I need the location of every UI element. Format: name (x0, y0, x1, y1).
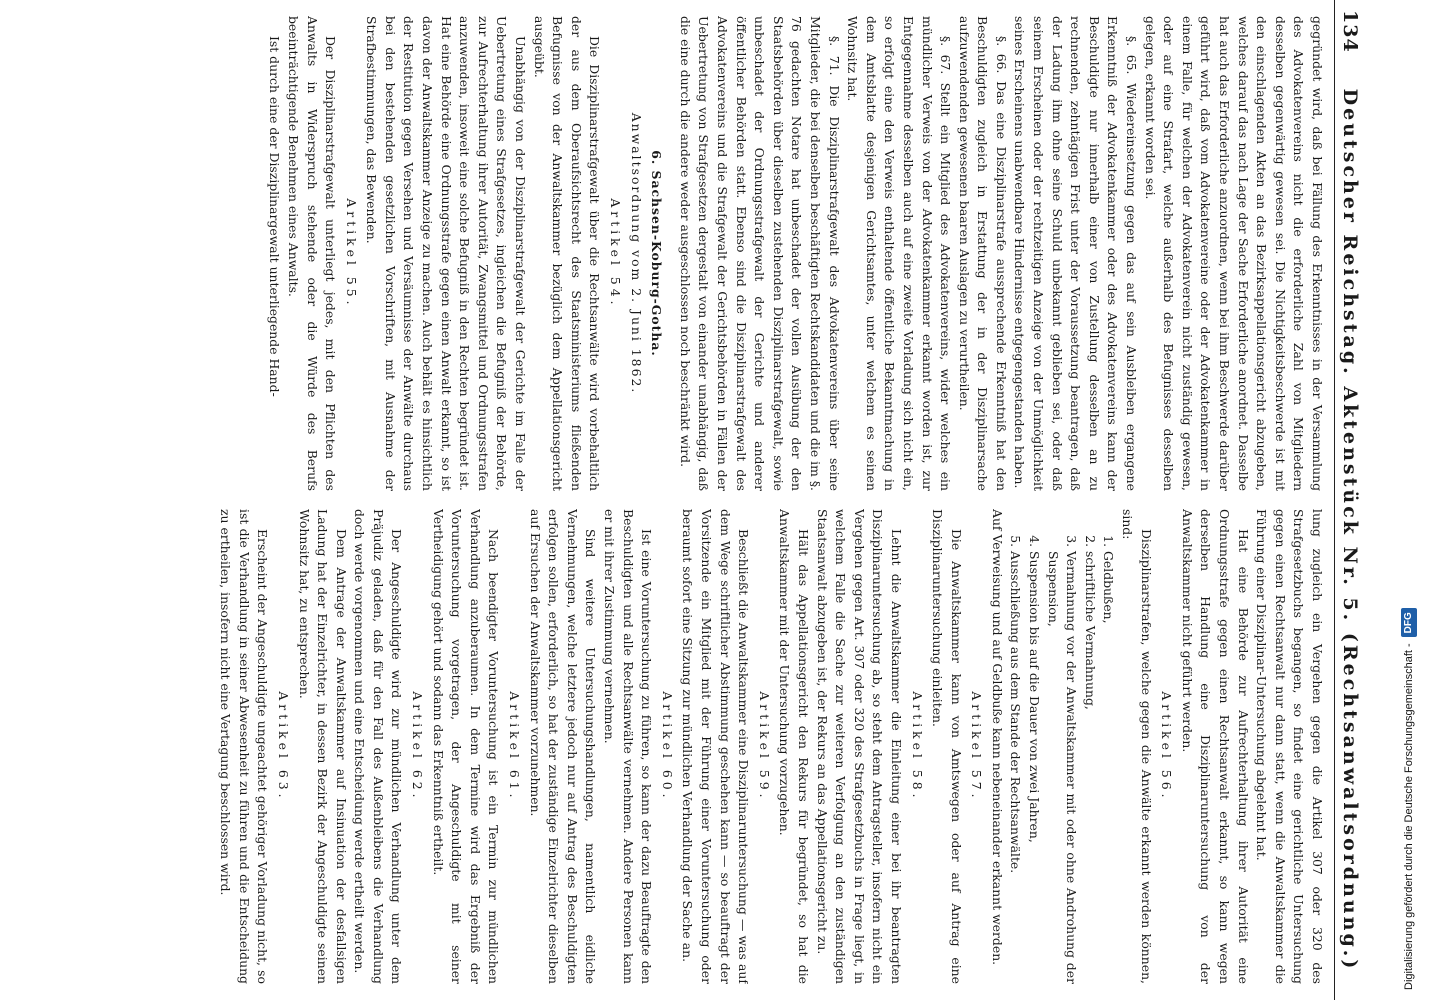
penalty-list (1006, 509, 1118, 984)
digitization-attribution (1390, 10, 1428, 990)
paragraph: Ist durch eine der Disziplinargewalt unterliegende Hand- (267, 36, 283, 397)
article-heading: Artikel 61. (507, 691, 523, 802)
dfg-logo: DFG (1401, 608, 1417, 637)
page-number: 134 (1339, 10, 1361, 53)
article-heading: Artikel 59. (756, 691, 772, 802)
paragraph: Lehnt die Anwaltskammer die Einleitung einer bei ihr beantragten Disziplinaruntersuchung ab, so steht dem Antragsteller, insofern nicht ein Vergehen gegen Art. 307 oder 320 des Strafgesetzbuchs in Frage liegt, in welchem Falle die Sache zur weiteren Verfolgung an den zuständigen Staatsanwalt abzugeben ist, der Rekurs an das Appellationsgericht zu. (814, 509, 904, 984)
list-item: 5. Ausschließung aus dem Stande der Rechtsanwälte. (1006, 551, 1025, 984)
article-heading: Artikel 63. (275, 691, 291, 802)
article-heading: Artikel 56. (1159, 691, 1175, 802)
paragraph: Die Anwaltskammer kann von Amtswegen oder auf Antrag eine Disziplinaruntersuchung einleiten. (930, 509, 964, 984)
running-title: Deutscher Reichstag. Aktenstück Nr. 5. (Rechtsanwaltsordnung.) (1339, 88, 1361, 972)
article-heading: Artikel 54. (608, 198, 624, 309)
left-column (6, 16, 1326, 491)
paragraph-section-67: §. 67. Stellt ein Mitglied des Advokatenvereins, wider welches ein mündlicher Verweis von der Advokatenkammer erkannt worden ist, zur Entgegennahme desselben auch auf eine zweite Vorladung sich nicht ein, so erfolgt eine den Verweis enthaltende öffentliche Bekanntmachung in dem Amtsblatte desjenigen Gerichtsamtes, unter welchem es seinen Wohnsitz hat. (845, 16, 954, 491)
list-item: 2. schriftliche Vermahnung, (1080, 551, 1099, 984)
list-item: 4. Suspension bis auf die Dauer von zwei Jahren, (1025, 551, 1044, 984)
paragraph: Erscheint der Angeschuldigte ungeachtet gehöriger Vorladung nicht, so ist die Verhandlung in seiner Abwesenheit zu führen und die Entscheidung zu ertheilen, insofern nicht eine Vertagung beschlossen wird. (218, 509, 271, 984)
article-heading: Artikel 57. (969, 691, 985, 802)
paragraph-section-66: §. 66. Das eine Disziplinarstrafe aussprechende Erkenntniß hat den Beschuldigten zugleich in Erstattung der in der Disziplinarsache aufzuwendenden gewesenen baaren Auslagen zu verurtheilen. (956, 16, 1009, 491)
paragraph: Der Disziplinarstrafgewalt unterliegt jedes, mit den Pflichten des Anwalts in Widerspruch stehende oder die Würde des Berufs beeinträchtigende Benehmen eines Anwalts. (285, 16, 339, 491)
paragraph: Der Angeschuldigte wird zur mündlichen Verhandlung unter dem Präjudiz geladen, daß für den Fall des Außenbleibens die Verhandlung doch werde vorgenommen und eine Entscheidung werde ertheilt werden. (352, 509, 405, 984)
article-heading: Artikel 60. (659, 691, 675, 802)
paragraph: Unabhängig von der Disziplinarstrafgewalt der Gerichte im Falle der Uebertretung eines Strafgesetzes, ingleichen die Befugniß der Behörde, zur Aufrechterhaltung ihrer Autorität, Zwangsmittel und Ordnungsstrafen anzuwenden, insoweit eine solche Befugniß in den Rechten begründet ist. Hat eine Behörde eine Ordnungsstrafe gegen einen Anwalt erkannt, so ist davon der Anwaltskammer Anzeige zu machen. Auch behält es hinsichtlich der Restitution gegen Versehen und Versäumnisse der Anwälte durchaus bei den bestehenden gesetzlichen Vorschriften, mit Ausnahme der Strafbestimmungen, das Bewenden. (364, 16, 529, 491)
paragraph: gegründet wird, daß bei Fällung des Erkenntnisses in der Versammlung des Advokatenvereins nicht die erforderliche Zahl von Mitgliedern desselben gegenwärtig gewesen sei. Die Nichtigkeitsbeschwerde ist mit den einschlagenden Akten an das Bezirksappellationsgericht abzugeben, welches darauf das nach Lage der Sache Erforderliche anordnet. Dasselbe hat auch das Erforderliche anzuordnen, wenn bei ihm Beschwerde darüber geführt wird, daß vom Advokatenvereine oder der Advokatenkammer in einem Falle, für welchen der Advokatenverein nicht zuständig gewesen, oder auf eine Strafart, welche außerhalb des Befugnisses desselben gelegen, erkannt worden sei. (1142, 16, 1325, 491)
paragraph: Ist eine Voruntersuchung zu führen, so kann der dazu Beauftragte den Beschuldigten und alle Rechtsanwälte vernehmen. Andere Personen kann er mit ihrer Zustimmung vernehmen. (602, 509, 655, 984)
list-item: 1. Geldbußen, (1099, 551, 1118, 984)
paragraph: Disziplinarstrafen, welche gegen die Anwälte erkannt werden können, sind: (1120, 509, 1154, 984)
article-heading: Artikel 62. (410, 691, 426, 802)
page-header (1334, 0, 1380, 1000)
ordinance-title: Anwaltsordnung vom 2. Juni 1862. (628, 112, 644, 395)
article-heading: Artikel 58. (909, 691, 925, 802)
right-column (6, 509, 1326, 984)
paragraph: Beschließt die Anwaltskammer eine Disziplinaruntersuchung — was auf dem Wege schriftlicher Abstimmung geschehen kann — so beauftragt der Vorsitzende ein Mitglied mit der Führung einer Voruntersuchung oder beraumt sofort eine Sitzung zur mündlichen Verhandlung der Sache an. (680, 509, 752, 984)
paragraph-section-71: §. 71. Die Disziplinarstrafgewalt des Advokatenvereins über seine Mitglieder, die bei denselben beschäftigten Rechtskandidaten und die im §. 76 gedachten Notare hat unbeschadet der vollen Ausübung der den Staatsbehörden über dieselben zustehenden Disziplinarstrafgewalt, sowie unbeschadet der Ordnungsstrafgewalt der Gerichte und anderer öffentlicher Behörden statt. Ebenso sind die Disziplinarstrafgewalt des Advokatenvereins und die Strafgewalt der Gerichtsbehörden in Fällen der Uebertretung von Strafgesetzen dergestalt von einander unabhängig, daß die eine durch die andere weder ausgeschlossen noch beschränkt wird. (677, 16, 842, 491)
text-columns (6, 16, 1326, 984)
paragraph: Hält das Appellationsgericht den Rekurs für begründet, so hat die Anwaltskammer mit der Untersuchung vorzugehen. (777, 509, 811, 984)
paragraph: Dem Antrage der Anwaltskammer auf Insinuation der desfallsigen Ladung hat der Einzelrichter, in dessen Bezirk der Angeschuldigte seinen Wohnsitz hat, zu entsprechen. (296, 509, 349, 984)
paragraph: lung zugleich ein Vergehen gegen die Artikel 307 oder 320 des Strafgesetzbuchs begangen, so findet eine gerichtliche Untersuchung gegen einen Rechtsanwalt nur dann statt, wenn die Anwaltskammer die Führung einer Disziplinar-Untersuchung abgelehnt hat. (1254, 509, 1325, 984)
paragraph: Sind weitere Untersuchungshandlungen, namentlich eidliche Vernehmungen, welche letztere jedoch nur auf Antrag des Beschuldigten erfolgen sollen, erforderlich, so hat der zuständige Einzelrichter dieselben auf Ersuchen der Anwaltskammer vorzunehmen. (527, 509, 599, 984)
paragraph: Die Disziplinarstrafgewalt über die Rechtsanwälte wird vorbehaltlich der aus dem Oberaufsichtsrecht des Staatsministeriums fließenden Befugnisse von der Anwaltskammer bezüglich dem Appellationsgericht ausgeübt. (531, 16, 603, 491)
attribution-text: Digitalisierung gefördert durch die Deutsche Forschungsgemeinschaft - (1403, 643, 1415, 990)
article-heading: Artikel 55. (343, 198, 359, 309)
paragraph: Hat eine Behörde zur Aufrechterhaltung ihrer Autorität eine Ordnungsstrafe gegen einen Rechtsanwalt erkannt, so kann wegen derselben Handlung eine Disziplinaruntersuchung von der Anwaltskammer nicht geführt werden. (1179, 509, 1251, 984)
paragraph-section-65: §. 65. Wiedereinsetzung gegen das auf sein Ausbleiben ergangene Erkenntniß der Advokatenkammer oder des Advokatenvereins kann der Beschuldigte nur innerhalb einer von Zustellung desselben an zu rechnenden, zehntägigen Frist unter der Voraussetzung beantragen, daß der Ladung ihm ohne seine Schuld unbekannt geblieben sei, oder daß seinem Erscheinen oder der rechtzeitigen Anzeige von der Unmöglichkeit seines Erscheinens unabwendbare Hindernisse entgegengestanden haben. (1012, 16, 1140, 491)
section-heading: 6. Sachsen-Koburg-Gotha. (649, 150, 665, 357)
paragraph: Auf Verweisung und auf Geldbuße kann nebeneinander erkannt werden. (989, 509, 1005, 966)
attribution-text-wrapper (1390, 10, 1428, 990)
list-item: 3. Vermahnung vor der Anwaltskammer mit oder ohne Androhung der Suspension, (1043, 551, 1080, 984)
paragraph: Nach beendigter Voruntersuchung ist ein Termin zur mündlichen Verhandlung anzuberaumen. In dem Termine wird das Ergebniß der Voruntersuchung vorgetragen, der Angeschuldigte mit seiner Vertheidigung gehört und sodann das Erkenntniß ertheilt. (430, 509, 502, 984)
